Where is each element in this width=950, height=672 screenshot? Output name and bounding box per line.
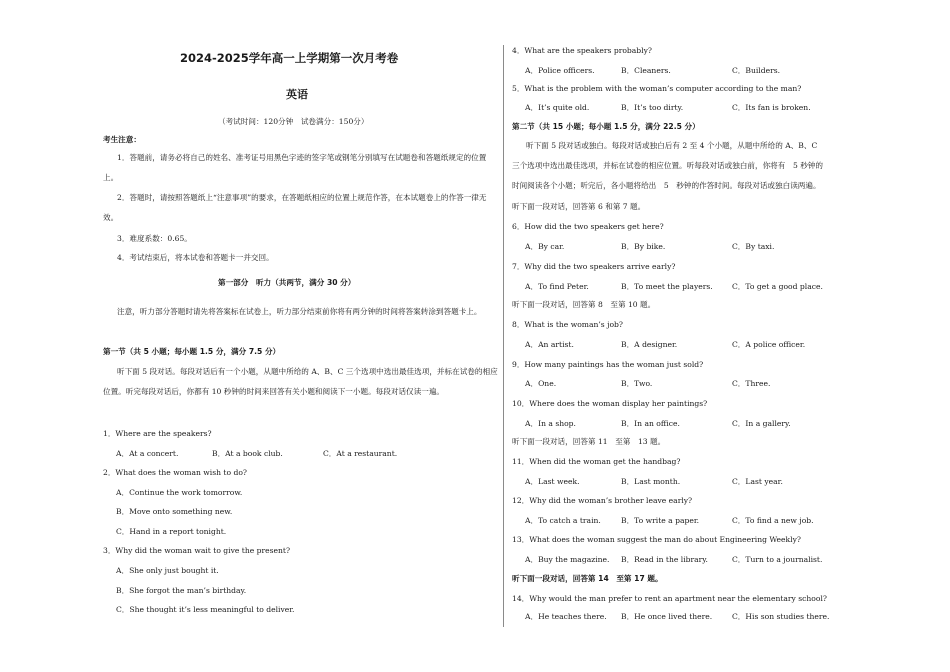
q10-option-b: B．In an office. <box>621 419 680 428</box>
question-14: 14．Why would the man prefer to rent an apartment near the elementary school? <box>512 594 827 603</box>
notice-2: 2．答题时，请按照答题纸上“注意事项”的要求，在答题纸相应的位置上规范作答，在本试题卷上的作答一律无效。 <box>103 193 487 222</box>
question-13: 13．What does the woman suggest the man do about Engineering Weekly? <box>512 535 801 544</box>
q11-option-a: A．Last week. <box>525 477 580 486</box>
q8-option-a: A．An artist. <box>525 340 574 349</box>
q1-option-a: A．At a concert. <box>116 449 179 458</box>
exam-title: 2024-2025学年高一上学期第一次月考卷 <box>180 51 399 65</box>
section2-heading: 第二节（共 15 小题；每小题 1.5 分，满分 22.5 分） <box>512 122 700 131</box>
q13-option-b: B．Read in the library. <box>621 555 708 564</box>
q1-option-c: C．At a restaurant. <box>323 449 398 458</box>
listen-11-13: 听下面一段对话，回答第 11 至第 13 题。 <box>512 437 666 446</box>
column-divider <box>503 45 504 627</box>
q14-option-b: B．He once lived there. <box>621 612 713 621</box>
part1-instruction: 注意，听力部分答题时请先将答案标在试卷上，听力部分结束前你将有两分钟的时间将答案转涂到答题卡上。 <box>117 307 482 316</box>
q5-option-a: A．It’s quite old. <box>525 103 590 112</box>
q3-option-b: B．She forgot the man’s birthday. <box>116 586 247 595</box>
q2-option-b: B．Move onto something new. <box>116 507 233 516</box>
q13-option-c: C．Turn to a journalist. <box>732 555 823 564</box>
question-6: 6．How did the two speakers get here? <box>512 222 664 231</box>
q12-option-a: A．To catch a train. <box>525 516 601 525</box>
q5-option-c: C．Its fan is broken. <box>732 103 811 112</box>
q11-option-b: B．Last month. <box>621 477 681 486</box>
notice-3: 3．难度系数：0.65。 <box>117 234 192 243</box>
q6-option-a: A．By car. <box>525 242 565 251</box>
q1-option-b: B．At a book club. <box>212 449 283 458</box>
q7-option-a: A．To find Peter. <box>525 282 589 291</box>
listen-14-17: 听下面一段对话，回答第 14 至第 17 题。 <box>512 574 663 583</box>
q6-option-b: B．By bike. <box>621 242 666 251</box>
q13-option-a: A．Buy the magazine. <box>525 555 610 564</box>
q4-option-c: C．Builders. <box>732 66 781 75</box>
q9-option-b: B．Two. <box>621 379 653 388</box>
section1-heading: 第一节（共 5 小题；每小题 1.5 分，满分 7.5 分） <box>103 347 281 356</box>
q4-option-b: B．Cleaners. <box>621 66 671 75</box>
q2-option-a: A．Continue the work tomorrow. <box>116 488 243 497</box>
notice-1: 1．答题前，请务必将自己的姓名、准考证号用黑色字迹的签字笔或钢笔分别填写在试题卷和答题纸规定的位置上。 <box>103 153 487 182</box>
part1-heading: 第一部分 听力（共两节，满分 30 分） <box>218 278 356 287</box>
question-3: 3．Why did the woman wait to give the present? <box>103 546 291 555</box>
exam-time-info: （考试时间：120分钟 试卷满分：150分） <box>218 117 369 126</box>
q10-option-a: A．In a shop. <box>525 419 576 428</box>
exam-subject: 英语 <box>286 88 308 101</box>
q7-option-b: B．To meet the players. <box>621 282 713 291</box>
section1-instruction: 听下面 5 段对话。每段对话后有一个小题，从题中所给的 A、B、C 三个选项中选出最佳选项，并标在试卷的相应位置。听完每段对话后，你都有 10 秒钟的时间来回答有关小题和阅读下一小题。每段对话仅读一遍。 <box>103 367 498 396</box>
listen-6-7: 听下面一段对话，回答第 6 和第 7 题。 <box>512 202 646 211</box>
question-12: 12．Why did the woman’s brother leave early? <box>512 496 693 505</box>
q14-option-c: C．His son studies there. <box>732 612 830 621</box>
q12-option-c: C．To find a new job. <box>732 516 814 525</box>
question-5: 5．What is the problem with the woman’s computer according to the man? <box>512 84 802 93</box>
question-1: 1．Where are the speakers? <box>103 429 212 438</box>
q6-option-c: C．By taxi. <box>732 242 775 251</box>
q10-option-c: C．In a gallery. <box>732 419 791 428</box>
q11-option-c: C．Last year. <box>732 477 783 486</box>
question-4: 4．What are the speakers probably? <box>512 46 652 55</box>
q3-option-a: A．She only just bought it. <box>116 566 219 575</box>
q14-option-a: A．He teaches there. <box>525 612 607 621</box>
q8-option-b: B．A designer. <box>621 340 678 349</box>
listen-8-10: 听下面一段对话，回答第 8 至第 10 题。 <box>512 300 656 309</box>
q9-option-a: A．One. <box>525 379 557 388</box>
notice-heading: 考生注意： <box>103 135 141 144</box>
question-7: 7．Why did the two speakers arrive early? <box>512 262 676 271</box>
question-2: 2．What does the woman wish to do? <box>103 468 247 477</box>
notice-4: 4．考试结束后，将本试卷和答题卡一并交回。 <box>117 253 274 262</box>
q7-option-c: C．To get a good place. <box>732 282 823 291</box>
question-9: 9．How many paintings has the woman just sold? <box>512 360 704 369</box>
q5-option-b: B．It’s too dirty. <box>621 103 684 112</box>
q9-option-c: C．Three. <box>732 379 771 388</box>
question-8: 8．What is the woman’s job? <box>512 320 623 329</box>
q3-option-c: C．She thought it’s less meaningful to deliver. <box>116 605 295 614</box>
q4-option-a: A．Police officers. <box>525 66 595 75</box>
q2-option-c: C．Hand in a report tonight. <box>116 527 227 536</box>
question-10: 10．Where does the woman display her paintings? <box>512 399 708 408</box>
question-11: 11．When did the woman get the handbag? <box>512 457 681 466</box>
q12-option-b: B．To write a paper. <box>621 516 700 525</box>
section2-instruction: 听下面 5 段对话或独白。每段对话或独白后有 2 至 4 个小题，从题中所给的 A、B、C 三个选项中选出最佳选项，并标在试卷的相应位置。听每段对话或独白前，你将有 5 秒钟的时间阅读各个小题；听完后，各小题将给出 5 秒钟的作答时间。每段对话或独白读两遍。 <box>512 141 823 190</box>
q8-option-c: C．A police officer. <box>732 340 806 349</box>
